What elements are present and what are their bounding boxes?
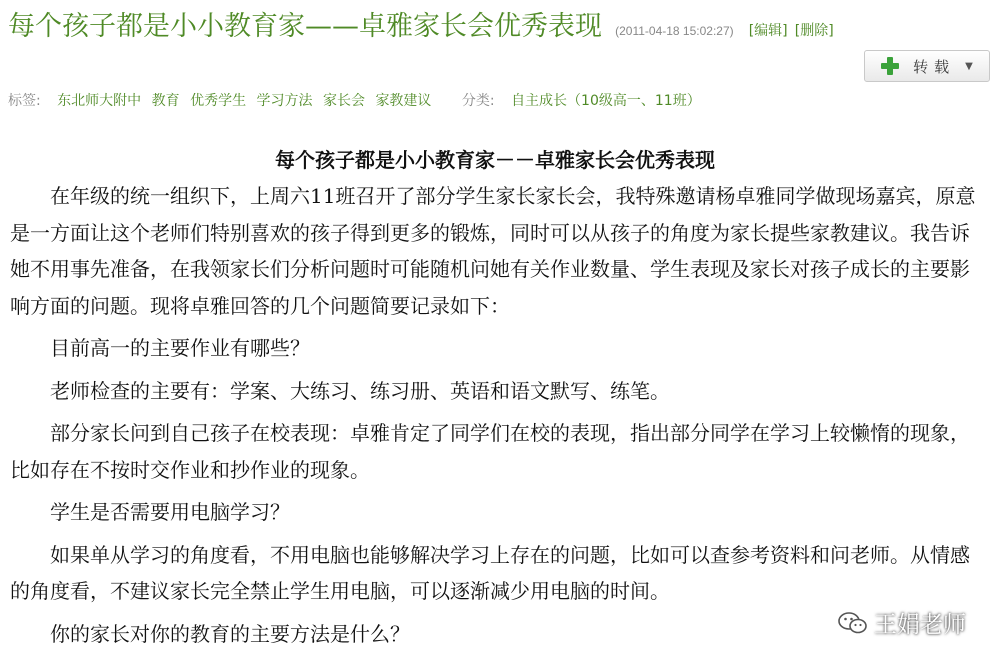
- article-question: 你的家长对你的教育的主要方法是什么？: [50, 621, 410, 646]
- wechat-icon: [838, 611, 868, 635]
- watermark: [834, 604, 970, 641]
- tag-link[interactable]: 学习方法: [256, 93, 313, 109]
- watermark-text: 王娟老师: [874, 612, 966, 638]
- share-button[interactable]: [864, 50, 990, 82]
- article-paragraph: 如果单从学习的角度看，不用电脑也能够解决学习上存在的问题，比如可以查参考资料和问老师。从情感的角度看，不建议家长完全禁止学生用电脑，可以逐渐减少用电脑的时间。: [10, 542, 970, 603]
- caret-down-icon[interactable]: ▼: [965, 60, 973, 72]
- share-button-label: 转载: [913, 57, 956, 76]
- article-paragraph: 老师检查的主要有：学案、大练习、练习册、英语和语文默写、练笔。: [50, 378, 670, 403]
- tag-link[interactable]: 家教建议: [375, 93, 432, 109]
- tag-link[interactable]: 东北师大附中: [57, 93, 142, 109]
- tag-link[interactable]: 家长会: [322, 93, 365, 109]
- plus-icon: [881, 57, 899, 75]
- post-meta: [8, 90, 701, 112]
- post-title[interactable]: 每个孩子都是小小教育家——卓雅家长会优秀表现: [8, 11, 602, 42]
- article-paragraph: 在年级的统一组织下，上周六11班召开了部分学生家长家长会，我特殊邀请杨卓雅同学做现场嘉宾，原意是一方面让这个老师们特别喜欢的孩子得到更多的锻炼，同时可以从孩子的角度为家长提些家教建议。我告诉她不用事先准备，在我领家长们分析问题时可能随机问她有关作业数量、学生表现及家长对孩子成长的主要影响方面的问题。现将卓雅回答的几个问题简要记录如下：: [10, 184, 976, 318]
- post-header: [8, 4, 992, 40]
- article-question: 学生是否需要用电脑学习？: [50, 500, 290, 524]
- tags-label: 标签:: [8, 93, 41, 109]
- tag-link[interactable]: 优秀学生: [190, 93, 247, 109]
- article-paragraph: 部分家长问到自己孩子在校表现：卓雅肯定了同学们在校的表现，指出部分同学在学习上较懒惰的现象，比如存在不按时交作业和抄作业的现象。: [10, 421, 970, 482]
- article-heading: 每个孩子都是小小教育家－－卓雅家长会优秀表现: [275, 148, 715, 172]
- post-timestamp: (2011-04-18 15:02:27): [615, 24, 734, 38]
- delete-link[interactable]: [删除]: [794, 23, 834, 39]
- article-body: [10, 142, 980, 652]
- category-link[interactable]: 自主成长（10级高一、11班）: [511, 93, 701, 109]
- edit-link[interactable]: [编辑]: [748, 23, 788, 39]
- article-question: 目前高一的主要作业有哪些？: [50, 336, 310, 360]
- tag-link[interactable]: 教育: [151, 93, 180, 109]
- category-label: 分类:: [461, 93, 495, 109]
